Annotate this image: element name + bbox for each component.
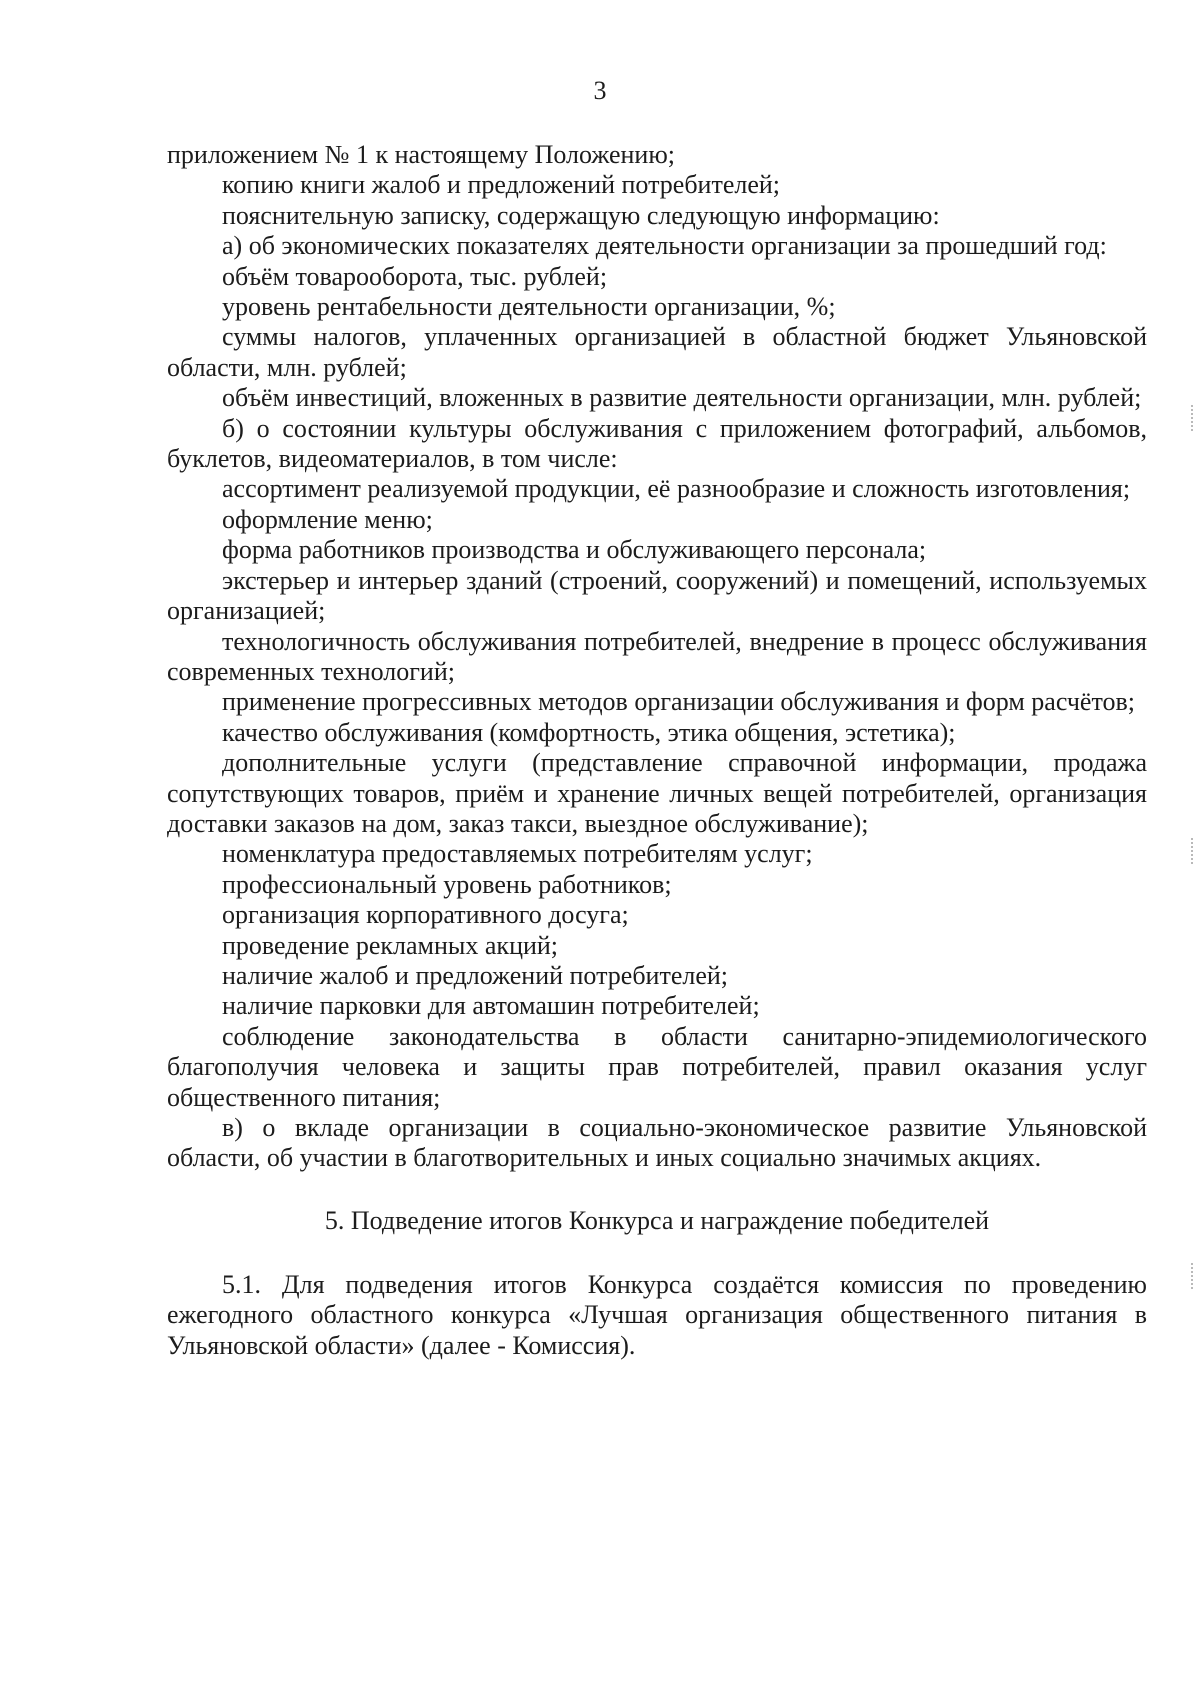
scan-mark: [1191, 405, 1196, 431]
paragraph: профессиональный уровень работников;: [222, 869, 672, 899]
paragraph: технологичность обслуживания потребителей, внедрение в процесс обслуживания современных технологий;: [167, 626, 1147, 686]
paragraph: соблюдение законодательства в области санитарно-эпидемиологического благополучия человека и защиты прав потребителей, правил оказания услуг общественного питания;: [167, 1021, 1147, 1112]
section-heading: 5. Подведение итогов Конкурса и награждение победителей: [324, 1205, 990, 1235]
paragraph: б) о состоянии культуры обслуживания с приложением фотографий, альбомов, буклетов, видеоматериалов, в том числе:: [167, 413, 1147, 474]
paragraph: суммы налогов, уплаченных организацией в областной бюджет Ульяновской области, млн. рублей;: [167, 322, 1147, 382]
paragraph: приложением № 1 к настоящему Положению;: [167, 140, 675, 169]
paragraph: ассортимент реализуемой продукции, её разнообразие и сложность изготовления;: [222, 474, 1131, 504]
section-paragraph: 5.1. Для подведения итогов Конкурса создаётся комиссия по проведению ежегодного областного конкурса «Лучшая организация общественного питания в Ульяновской области» (далее - Комиссия).: [167, 1269, 1147, 1360]
paragraph: а) об экономических показателях деятельности организации за прошедший год:: [222, 231, 1107, 261]
paragraph: пояснительную записку, содержащую следующую информацию:: [222, 200, 940, 230]
paragraph: уровень рентабельности деятельности организации, %;: [222, 292, 836, 322]
page-number: 3: [593, 76, 607, 105]
paragraph: номенклатура предоставляемых потребителям услуг;: [222, 839, 813, 869]
scan-mark: [1191, 1263, 1196, 1289]
paragraph: объём инвестиций, вложенных в развитие деятельности организации, млн. рублей;: [222, 383, 1142, 413]
paragraph: объём товарооборота, тыс. рублей;: [222, 261, 608, 291]
scan-mark: [1191, 838, 1196, 864]
paragraph: наличие жалоб и предложений потребителей;: [222, 960, 729, 990]
paragraph: качество обслуживания (комфортность, этика общения, эстетика);: [222, 717, 956, 747]
paragraph: экстерьер и интерьер зданий (строений, сооружений) и помещений, используемых организацией;: [167, 565, 1147, 626]
paragraph: применение прогрессивных методов организации обслуживания и форм расчётов;: [222, 687, 1135, 717]
paragraph: дополнительные услуги (представление справочной информации, продажа сопутствующих товаров, приём и хранение личных вещей потребителей, организация доставки заказов на дом, заказ такси, выездное обслуживание);: [167, 748, 1147, 838]
paragraph: проведение рекламных акций;: [222, 930, 559, 960]
paragraph: организация корпоративного досуга;: [222, 900, 629, 930]
paragraph: копию книги жалоб и предложений потребителей;: [222, 170, 781, 200]
paragraph: оформление меню;: [222, 504, 433, 534]
paragraph: наличие парковки для автомашин потребителей;: [222, 991, 760, 1021]
paragraph: в) о вкладе организации в социально-экономическое развитие Ульяновской области, об участии в благотворительных и иных социально значимых акциях.: [167, 1113, 1147, 1173]
document-body: [167, 140, 1147, 1361]
paragraph: форма работников производства и обслуживающего персонала;: [222, 535, 927, 565]
